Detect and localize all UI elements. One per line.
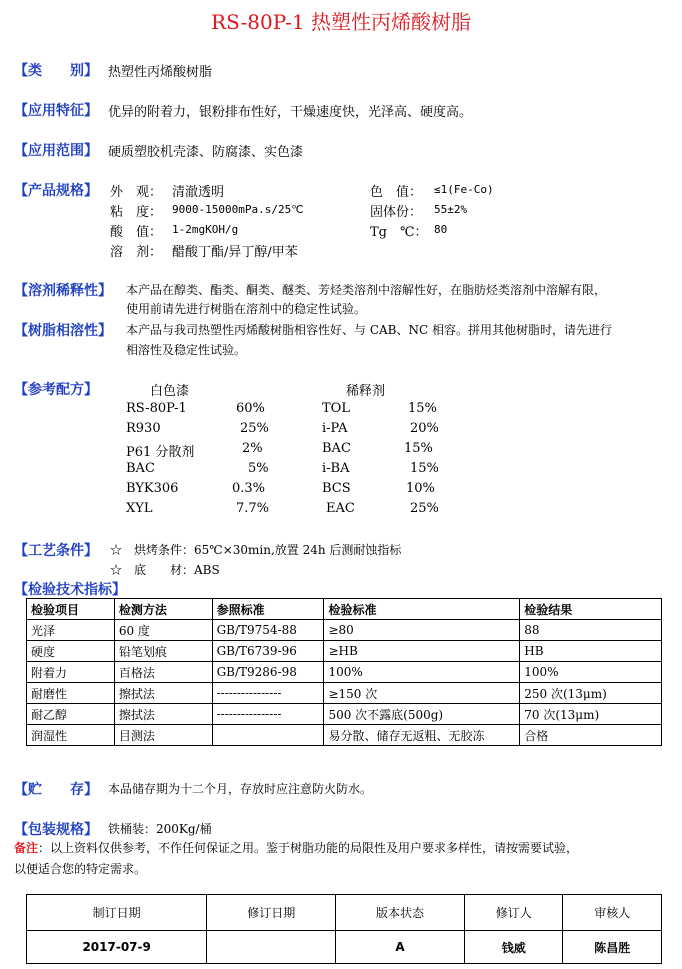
spec-value: 9000-15000mPa.s/25℃ [172,203,304,216]
scope-text: 硬质塑胶机壳漆、防腐漆、实色漆 [108,145,304,160]
table-cell: 铅笔划痕 [114,641,212,662]
table-row [27,683,662,704]
note-line1 [14,839,578,856]
white-item: P61 分散剂 [126,445,195,460]
scope-label: 【应用范围】 [14,143,98,159]
process-line2: ☆ 底 材：ABS [110,563,220,577]
table-cell: 100% [324,662,520,683]
table-cell: 100% [520,662,662,683]
storage-label: 【贮 存】 [14,782,98,798]
table-row [27,704,662,725]
white-pct: 2% [242,441,263,456]
thinner-item: BCS [322,481,351,496]
thinner-pct: 15% [408,401,437,416]
process-label: 【工艺条件】 [14,543,98,559]
table-row [27,725,662,746]
white-item: XYL [126,501,153,516]
revision-table [26,894,662,964]
compat-label: 【树脂相溶性】 [14,323,112,339]
category-label: 【类 别】 [14,63,98,79]
dilution-line2: 使用前请先进行树脂在溶剂中的稳定性试验。 [126,302,367,316]
thinner-item: TOL [322,401,350,416]
storage-text: 本品储存期为十二个月，存放时应注意防火防水。 [108,782,373,796]
page-title: RS-80P-1 热塑性丙烯酸树脂 [211,10,471,34]
compat-line1: 本产品与我司热塑性丙烯酸树脂相容性好、与 CAB、NC 相容。拼用其他树脂时，请先进行 [126,323,612,337]
spec-name: 固体份： [370,205,423,220]
white-pct: 7.7% [236,501,270,516]
white-pct: 0.3% [232,481,266,496]
white-item: RS-80P-1 [126,401,187,416]
revision-value-row [27,931,662,964]
thinner-item: i-PA [322,421,348,436]
header-cell: 检验标准 [324,599,520,620]
revision-header-cell: 版本状态 [336,895,465,931]
revision-value-cell [207,931,336,964]
table-cell: GB/T6739-96 [212,641,324,662]
white-pct: 5% [248,461,269,476]
revision-value-cell: 2017-07-9 [27,931,207,964]
table-cell: 易分散、储存无返粗、无胶冻 [324,725,520,746]
revision-header-cell: 审核人 [563,895,662,931]
table-cell: ≥150 次 [324,683,520,704]
table-cell: ≥HB [324,641,520,662]
spec-name: 粘 度： [110,205,163,220]
table-row [27,620,662,641]
dilution-label: 【溶剂稀释性】 [14,283,112,299]
table-cell: GB/T9754-88 [212,620,324,641]
white-item: R930 [126,421,161,436]
thinner-pct: 25% [410,501,439,516]
thinner-pct: 15% [404,441,433,456]
table-cell: 500 次不露底(500g) [324,704,520,725]
table-cell: 硬度 [27,641,115,662]
white-item: BYK306 [126,481,179,496]
tech-label: 【检验技术指标】 [14,582,126,598]
spec-value: 55±2% [434,203,468,216]
revision-header-cell: 修订日期 [207,895,336,931]
white-paint-title: 白色漆 [150,384,190,399]
header-cell: 检验项目 [27,599,115,620]
spec-value: 醋酸丁酯/异丁醇/甲苯 [172,245,298,260]
table-cell: ---------------- [212,704,324,725]
thinner-pct: 20% [410,421,439,436]
thinner-item: EAC [326,501,355,516]
category-text: 热塑性丙烯酸树脂 [108,65,213,80]
packing-text: 铁桶装：200Kg/桶 [108,822,212,836]
table-cell: 耐乙醇 [27,704,115,725]
note-label: 备注 [14,841,39,855]
specs-label: 【产品规格】 [14,183,98,199]
spec-name: 酸 值： [110,225,163,240]
table-cell: 250 次(13μm) [520,683,662,704]
table-cell: 百格法 [114,662,212,683]
spec-value: 清澈透明 [172,185,225,200]
features-label: 【应用特征】 [14,103,98,119]
table-header-row [27,599,662,620]
process-line1: ☆ 烘烤条件：65℃×30min,放置 24h 后测耐蚀指标 [110,543,402,557]
spec-name: Tg ℃： [370,225,428,240]
table-row [27,662,662,683]
revision-header-cell: 修订人 [464,895,563,931]
table-cell: 擦拭法 [114,704,212,725]
spec-name: 溶 剂： [110,245,163,260]
table-cell [212,725,324,746]
tech-table [26,598,662,746]
packing-label: 【包装规格】 [14,822,98,838]
table-cell: 60 度 [114,620,212,641]
spec-value: ≤1(Fe-Co) [434,183,494,196]
revision-value-cell: 钱威 [464,931,563,964]
table-cell: 润湿性 [27,725,115,746]
table-cell: 目测法 [114,725,212,746]
table-cell: 附着力 [27,662,115,683]
dilution-line1: 本产品在醇类、酯类、酮类、醚类、芳烃类溶剂中溶解性好，在脂肪烃类溶剂中溶解有限， [126,283,607,297]
spec-value: 80 [434,223,448,236]
revision-header-row [27,895,662,931]
table-cell: 88 [520,620,662,641]
table-cell: GB/T9286-98 [212,662,324,683]
thinner-pct: 15% [410,461,439,476]
table-cell: HB [520,641,662,662]
thinner-title: 稀释剂 [346,384,386,399]
revision-header-cell: 制订日期 [27,895,207,931]
thinner-item: BAC [322,441,351,456]
header-cell: 检测方法 [114,599,212,620]
formula-label: 【参考配方】 [14,382,98,398]
revision-value-cell: A [336,931,465,964]
table-row [27,641,662,662]
spec-value: 1-2mgKOH/g [172,223,239,236]
table-cell: 擦拭法 [114,683,212,704]
spec-name: 外 观： [110,185,163,200]
table-cell: ---------------- [212,683,324,704]
white-item: BAC [126,461,155,476]
table-cell: ≥80 [324,620,520,641]
white-pct: 25% [240,421,269,436]
note-text: ：以上资料仅供参考，不作任何保证之用。鉴于树脂功能的局限性及用户要求多样性，请按需要试验， [38,841,579,855]
revision-value-cell: 陈昌胜 [563,931,662,964]
header-cell: 检验结果 [520,599,662,620]
table-cell: 合格 [520,725,662,746]
thinner-item: i-BA [322,461,350,476]
white-pct: 60% [236,401,265,416]
thinner-pct: 10% [406,481,435,496]
table-cell: 70 次(13μm) [520,704,662,725]
table-cell: 耐磨性 [27,683,115,704]
spec-name: 色 值： [370,185,423,200]
note-line2: 以便适合您的特定需求。 [14,862,147,876]
header-cell: 参照标准 [212,599,324,620]
table-cell: 光泽 [27,620,115,641]
features-text: 优异的附着力，银粉排布性好，干燥速度快，光泽高、硬度高。 [108,105,473,120]
compat-line2: 相溶性及稳定性试验。 [126,343,247,357]
